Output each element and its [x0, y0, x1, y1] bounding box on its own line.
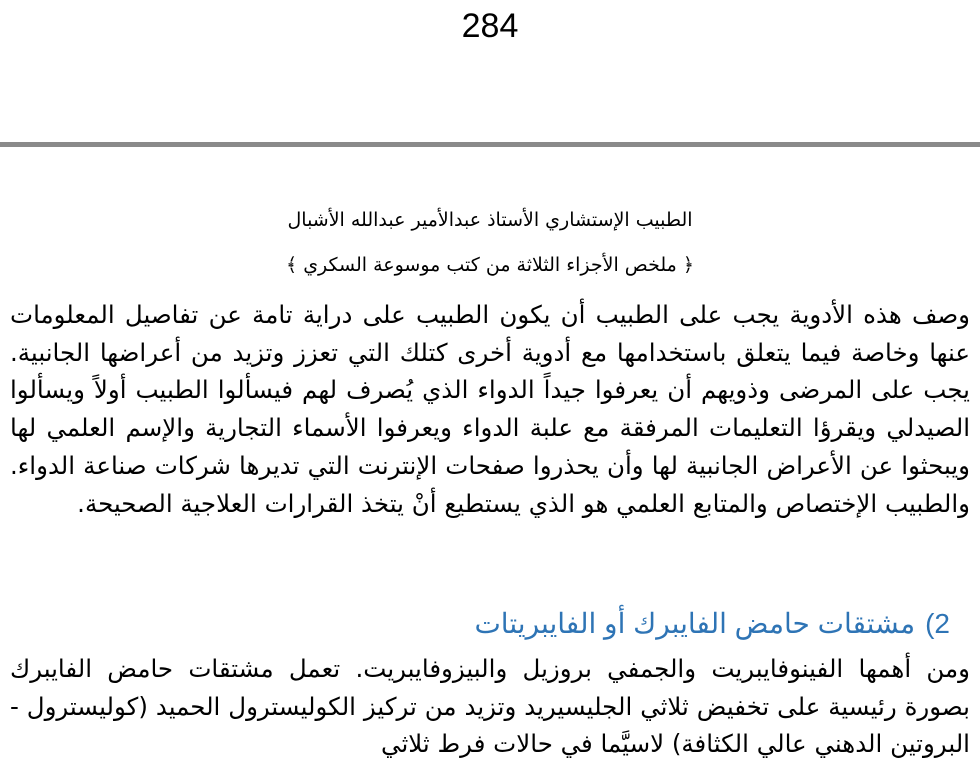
section-number: 2) — [925, 608, 950, 639]
header-divider — [0, 142, 980, 147]
paragraph-fibrates: ومن أهمها الفينوفايبريت والجمفي بروزيل والبيزوفايبريت. تعمل مشتقات حامض الفايبرك بصورة رئيسية على تخفيض ثلاثي الجليسيريد وتزيد من تركيز الكوليسترول الحميد (كوليسترول - البروتين الدهني عالي الكثافة) لاسيَّما في حالات فرط ثلاثي — [10, 654, 970, 759]
section-heading — [474, 604, 950, 644]
running-head-book-title: ﴿ ملخص الأجزاء الثلاثة من كتب موسوعة السكري ﴾ — [286, 254, 694, 276]
running-head-author: الطبيب الإستشاري الأستاذ عبدالأمير عبدالله الأشبال — [287, 209, 693, 231]
page-number: 284 — [461, 7, 519, 45]
paragraph-intro: وصف هذه الأدوية يجب على الطبيب أن يكون الطبيب على دراية تامة عن تفاصيل المعلومات عنها وخاصة فيما يتعلق باستخدامها مع أدوية أخرى كتلك التي تعزز وتزيد من أعراضها الجانبية. يجب على المرضى وذويهم أن يعرفوا جيداً الدواء الذي يُصرف لهم فيسألوا الطبيب أولاً ويسألوا الصيدلي ويقرؤا التعليمات المرفقة مع علبة الدواء ويعرفوا الأسماء التجارية والإسم العلمي لها ويبحثوا عن الأعراض الجانبية لها وأن يحذروا صفحات الإنترنت التي تديرها شركات صناعة الدواء. والطبيب الإختصاص والمتابع العلمي هو الذي يستطيع أنْ يتخذ القرارات العلاجية الصحيحة. — [10, 300, 970, 518]
section-title: مشتقات حامض الفايبرك أو الفايبريتات — [474, 608, 916, 639]
